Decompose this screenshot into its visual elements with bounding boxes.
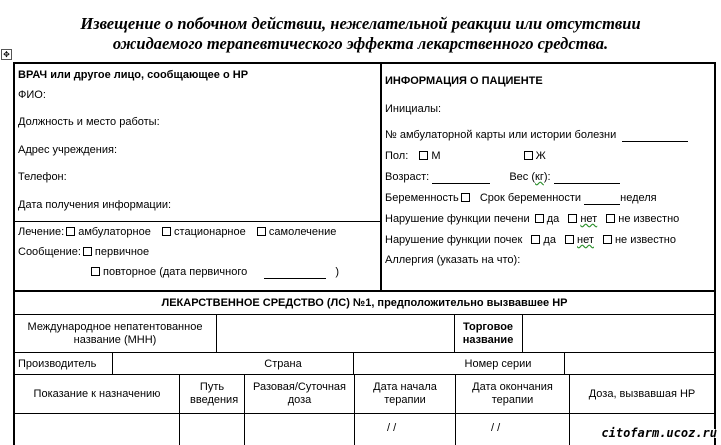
table-move-handle-icon[interactable]: ✥ bbox=[1, 49, 12, 60]
message-primary-label: первичное bbox=[94, 246, 150, 258]
dose-header: Разовая/Суточная доза bbox=[253, 381, 346, 406]
manufacturer-col-divider bbox=[112, 353, 113, 375]
treatment-row bbox=[18, 226, 336, 239]
inn-row-bottom bbox=[13, 352, 716, 353]
reporter-fio-label: ФИО: bbox=[18, 89, 46, 101]
message-repeat-checkbox[interactable] bbox=[91, 267, 100, 276]
allergy-label: Аллергия (указать на что): bbox=[385, 254, 521, 266]
kidney-unknown-checkbox[interactable] bbox=[603, 235, 612, 244]
col-divider-5 bbox=[569, 375, 570, 445]
sex-m-checkbox[interactable] bbox=[419, 151, 428, 160]
kidney-yes-label: да bbox=[543, 234, 556, 246]
patient-heading: ИНФОРМАЦИЯ О ПАЦИЕНТЕ bbox=[385, 75, 543, 87]
treatment-self-label: самолечение bbox=[268, 226, 337, 238]
patient-card-field[interactable] bbox=[622, 130, 688, 142]
liver-row bbox=[385, 213, 679, 226]
liver-unknown-checkbox[interactable] bbox=[606, 214, 615, 223]
kidney-row bbox=[385, 234, 676, 247]
kidney-unknown-label: не известно bbox=[614, 234, 676, 246]
manufacturer-label: Производитель bbox=[18, 358, 97, 370]
table-border-top bbox=[13, 62, 716, 64]
inn-col-divider bbox=[216, 315, 217, 353]
country-col-divider bbox=[353, 353, 354, 375]
header-row-bottom bbox=[13, 413, 716, 414]
batch-col-divider bbox=[564, 353, 565, 375]
message-primary-checkbox[interactable] bbox=[83, 247, 92, 256]
message-repeat-date-field[interactable] bbox=[264, 267, 326, 279]
watermark: citofarm.ucoz.ru bbox=[601, 426, 717, 440]
reporter-phone-label: Телефон: bbox=[18, 171, 67, 183]
sex-f-label: Ж bbox=[535, 150, 546, 162]
country-label: Страна bbox=[264, 358, 302, 370]
manufacturer-row-bottom bbox=[13, 374, 716, 375]
table-border-right bbox=[714, 62, 716, 445]
liver-unknown-label: не известно bbox=[618, 213, 680, 225]
treatment-inpatient-checkbox[interactable] bbox=[162, 227, 171, 236]
trade-name-label: Торговое название bbox=[462, 321, 514, 346]
dose-nr-header: Доза, вызвавшая НР bbox=[588, 388, 696, 400]
col-divider-4 bbox=[455, 375, 456, 445]
patient-card-label: № амбулаторной карты или истории болезни bbox=[385, 129, 617, 141]
sex-m-label: М bbox=[431, 150, 441, 162]
form-title-line1: Извещение о побочном действии, нежелательной реакции или отсутствии bbox=[80, 14, 641, 33]
patient-weight-prefix: Вес ( bbox=[509, 171, 536, 183]
patient-weight-suffix: ): bbox=[543, 171, 551, 183]
message-row bbox=[18, 246, 149, 259]
message-repeat-row bbox=[89, 266, 339, 279]
patient-weight-field[interactable] bbox=[554, 172, 620, 184]
kidney-no-label: нет bbox=[577, 234, 594, 246]
liver-no-label: нет bbox=[580, 213, 598, 225]
pregnancy-term-label: Срок беременности bbox=[479, 192, 582, 204]
patient-age-field[interactable] bbox=[432, 172, 490, 184]
patient-age-row bbox=[385, 171, 620, 184]
start-date-field[interactable]: / / bbox=[387, 422, 397, 434]
message-repeat-close: ) bbox=[335, 266, 340, 278]
patient-sex-row bbox=[385, 150, 546, 163]
message-label: Сообщение: bbox=[18, 246, 81, 258]
reporter-date-label: Дата получения информации: bbox=[18, 199, 172, 211]
trade-col-right bbox=[522, 315, 523, 353]
liver-no-checkbox[interactable] bbox=[568, 214, 577, 223]
pregnancy-label: Беременность bbox=[385, 192, 459, 204]
patient-pregnancy-row bbox=[385, 192, 657, 205]
treatment-self-checkbox[interactable] bbox=[257, 227, 266, 236]
indication-header: Показание к назначению bbox=[33, 388, 161, 400]
col-divider-3 bbox=[354, 375, 355, 445]
col-divider-1 bbox=[179, 375, 180, 445]
kidney-no-checkbox[interactable] bbox=[565, 235, 574, 244]
section-divider-vertical bbox=[380, 62, 382, 290]
drug-heading-bottom bbox=[13, 314, 716, 315]
route-header: Путь введения bbox=[190, 381, 239, 406]
treatment-outpatient-checkbox[interactable] bbox=[66, 227, 75, 236]
inn-label: Международное непатентованное название (МНН) bbox=[27, 321, 203, 346]
treatment-outpatient-label: амбулаторное bbox=[78, 226, 151, 238]
reporter-position-label: Должность и место работы: bbox=[18, 116, 160, 128]
drug-heading: ЛЕКАРСТВЕННОЕ СРЕДСТВО (ЛС) №1, предположительно вызвавшее НР bbox=[161, 297, 568, 309]
report-form-table bbox=[13, 62, 716, 445]
pregnancy-checkbox[interactable] bbox=[461, 193, 470, 202]
patient-weight-unit: кг bbox=[535, 171, 544, 183]
reporter-address-label: Адрес учреждения: bbox=[18, 144, 118, 156]
treatment-label: Лечение: bbox=[18, 226, 65, 238]
sex-f-checkbox[interactable] bbox=[524, 151, 533, 160]
liver-yes-checkbox[interactable] bbox=[535, 214, 544, 223]
end-date-header: Дата окончания терапии bbox=[472, 381, 553, 406]
kidney-yes-checkbox[interactable] bbox=[531, 235, 540, 244]
patient-card-row bbox=[385, 129, 688, 142]
liver-yes-label: да bbox=[546, 213, 560, 225]
drug-section-top bbox=[13, 290, 716, 292]
reporter-divider bbox=[13, 221, 381, 222]
start-date-header: Дата начала терапии bbox=[373, 381, 437, 406]
pregnancy-term-field[interactable] bbox=[584, 193, 620, 205]
patient-sex-label: Пол: bbox=[385, 150, 409, 162]
form-title bbox=[0, 14, 721, 54]
treatment-inpatient-label: стационарное bbox=[174, 226, 246, 238]
end-date-field[interactable]: / / bbox=[491, 422, 501, 434]
liver-label: Нарушение функции печени bbox=[385, 213, 530, 225]
message-repeat-label: повторное (дата первичного bbox=[103, 266, 248, 278]
kidney-label: Нарушение функции почек bbox=[385, 234, 523, 246]
form-title-line2: ожидаемого терапевтического эффекта лекарственного средства. bbox=[112, 34, 609, 53]
batch-label: Номер серии bbox=[464, 358, 532, 370]
reporter-heading: ВРАЧ или другое лицо, сообщающее о НР bbox=[18, 69, 249, 81]
pregnancy-week-label: неделя bbox=[620, 192, 657, 204]
patient-age-label: Возраст: bbox=[385, 171, 430, 183]
patient-initials-label: Инициалы: bbox=[385, 103, 442, 115]
